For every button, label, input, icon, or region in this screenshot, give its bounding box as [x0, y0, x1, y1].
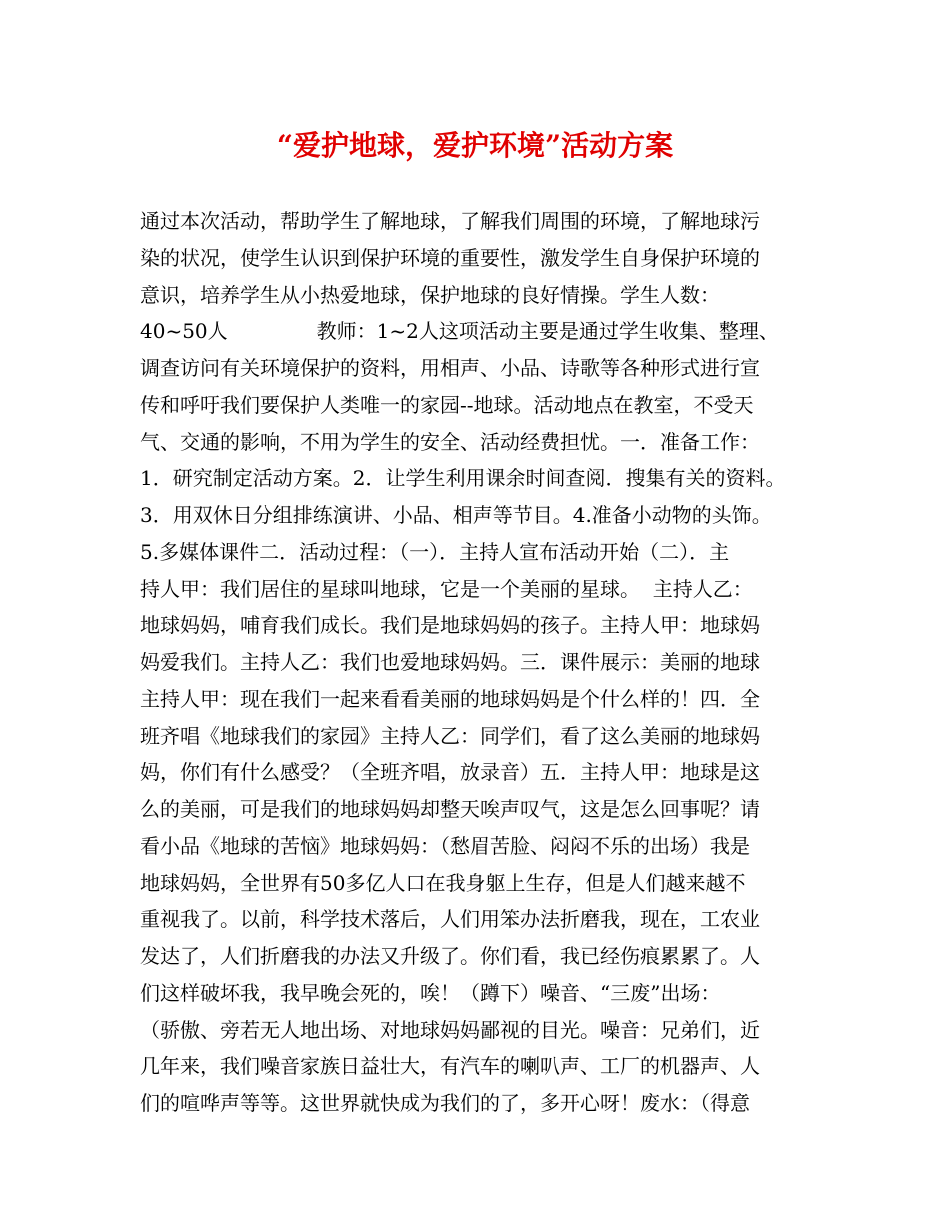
- paragraph-line: 主持人甲：现在我们一起来看看美丽的地球妈妈是个什么样的！四．全: [140, 686, 760, 711]
- paragraph-line: 们这样破坏我，我早晚会死的，唉！（蹲下）噪音、“三废”出场：: [140, 980, 721, 1005]
- paragraph-line: 发达了，人们折磨我的办法又升级了。你们看，我已经伤痕累累了。人: [140, 944, 760, 968]
- paragraph-line: 通过本次活动，帮助学生了解地球，了解我们周围的环境，了解地球污: [140, 209, 760, 233]
- paragraph-line: 1．研究制定活动方案。2．让学生利用课余时间查阅．搜集有关的资料。: [140, 466, 786, 491]
- paragraph-line: 妈，你们有什么感受？（全班齐唱，放录音）五．主持人甲：地球是这: [140, 760, 760, 785]
- paragraph-line: 5.多媒体课件二．活动过程：（一）．主持人宣布活动开始（二）．主: [140, 539, 730, 564]
- paragraph-line: 染的状况，使学生认识到保护环境的重要性，激发学生自身保护环境的: [140, 245, 760, 270]
- paragraph-line: 40~50人 教师：1~2人这项活动主要是通过学生收集、整理、: [140, 319, 779, 344]
- document-body: [140, 203, 830, 1122]
- paragraph-line: 妈爱我们。主持人乙：我们也爱地球妈妈。三．课件展示：美丽的地球: [140, 650, 760, 674]
- paragraph-line: 3．用双休日分组排练演讲、小品、相声等节目。4.准备小动物的头饰。: [140, 503, 772, 527]
- paragraph-line: 几年来，我们噪音家族日益壮大，有汽车的喇叭声、工厂的机器声、人: [140, 1054, 760, 1079]
- paragraph-line: 班齐唱《地球我们的家园》主持人乙：同学们，看了这么美丽的地球妈: [140, 723, 760, 748]
- paragraph-line: 意识，培养学生从小热爱地球，保护地球的良好情操。学生人数：: [140, 282, 720, 307]
- document-title: “爱护地球，爱护环境”活动方案: [276, 129, 674, 162]
- paragraph-line: 持人甲：我们居住的星球叫地球，它是一个美丽的星球。 主持人乙：: [140, 576, 753, 601]
- paragraph-line: 调查访问有关环境保护的资料，用相声、小品、诗歌等各种形式进行宣: [140, 356, 760, 380]
- paragraph-line: 们的喧哗声等等。这世界就快成为我们的了，多开心呀！废水：（得意: [140, 1091, 750, 1115]
- paragraph-line: 看小品《地球的苦恼》地球妈妈：（愁眉苦脸、闷闷不乐的出场）我是: [140, 833, 750, 858]
- paragraph-line: 地球妈妈，哺育我们成长。我们是地球妈妈的孩子。主持人甲：地球妈: [140, 613, 760, 638]
- paragraph-line: 地球妈妈，全世界有50多亿人口在我身躯上生存，但是人们越来越不: [140, 870, 746, 895]
- paragraph-line: 重视我了。以前，科学技术落后，人们用笨办法折磨我，现在，工农业: [140, 907, 760, 932]
- paragraph-line: 传和呼吁我们要保护人类唯一的家园--地球。活动地点在教室，不受天: [140, 392, 754, 417]
- paragraph-line: （骄傲、旁若无人地出场、对地球妈妈鄙视的目光。噪音：兄弟们，近: [140, 1017, 760, 1042]
- paragraph-line: 气、交通的影响，不用为学生的安全、活动经费担忧。一．准备工作：: [140, 429, 760, 454]
- paragraph-line: 么的美丽，可是我们的地球妈妈却整天唉声叹气，这是怎么回事呢？请: [140, 797, 760, 821]
